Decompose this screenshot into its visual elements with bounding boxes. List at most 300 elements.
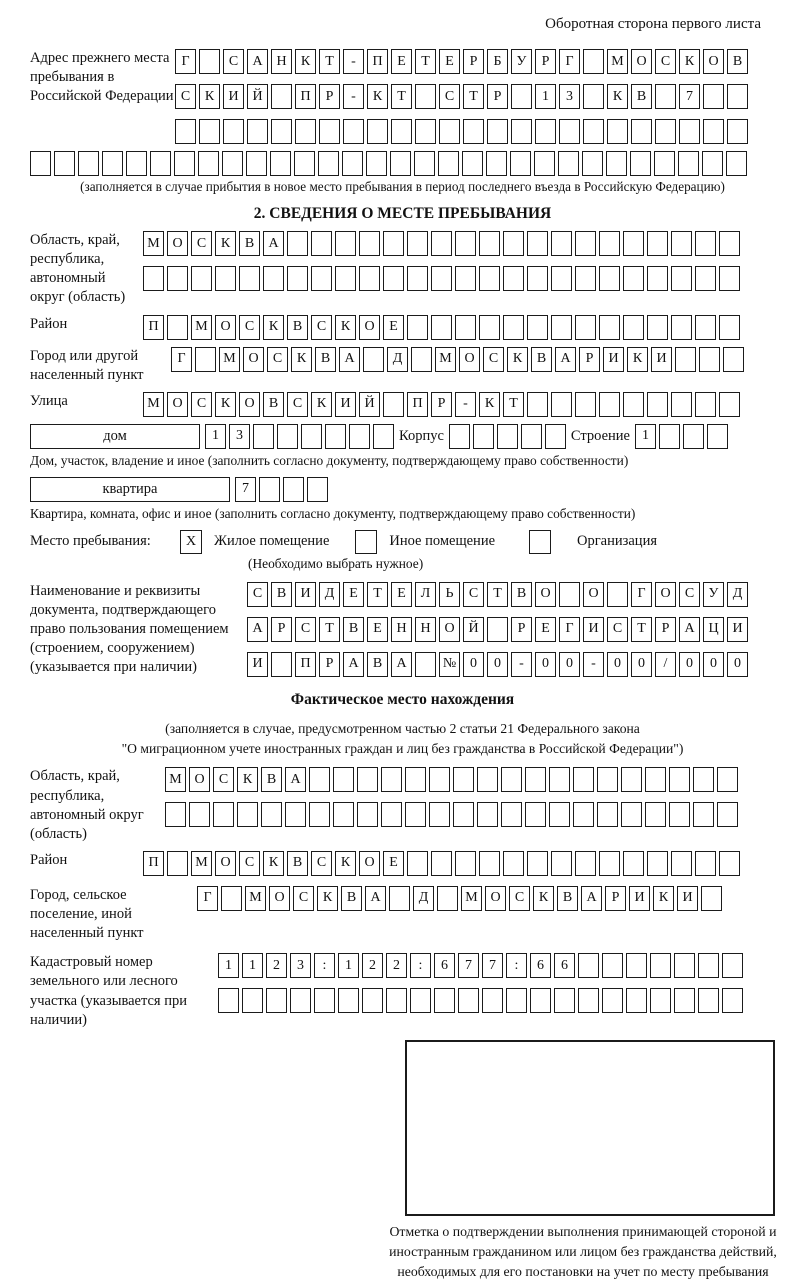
char-cell: В <box>271 582 292 607</box>
char-cell: В <box>315 347 336 372</box>
char-cell <box>575 315 596 340</box>
fact-region-row-2 <box>165 802 738 827</box>
char-cell <box>165 802 186 827</box>
char-cell <box>30 151 51 176</box>
char-cell <box>246 151 267 176</box>
char-cell: К <box>263 851 284 876</box>
char-cell: С <box>483 347 504 372</box>
char-cell <box>626 988 647 1013</box>
char-cell: А <box>343 652 364 677</box>
prev-address-block <box>30 49 775 144</box>
char-cell: С <box>175 84 196 109</box>
char-cell <box>703 84 724 109</box>
char-cell <box>479 266 500 291</box>
char-cell <box>198 151 219 176</box>
char-cell: А <box>391 652 412 677</box>
house-note: Дом, участок, владение и иное (заполнить согласно документу, подтверждающему право собственности) <box>30 452 629 468</box>
document-label: Наименование и реквизиты документа, подтверждающего право пользования помещением (строением, сооружением) (указывается при наличии) <box>30 582 229 676</box>
stay-type-organization-checkbox <box>529 530 551 554</box>
char-cell <box>583 84 604 109</box>
char-cell: М <box>461 886 482 911</box>
char-cell: - <box>343 49 364 74</box>
char-cell <box>578 988 599 1013</box>
char-cell: - <box>583 652 604 677</box>
char-cell: К <box>607 84 628 109</box>
char-cell <box>259 477 280 502</box>
prev-address-label: Адрес прежнего места пребывания в Российской Федерации <box>30 50 174 105</box>
char-cell <box>693 767 714 792</box>
char-cell: 0 <box>631 652 652 677</box>
char-cell <box>477 802 498 827</box>
char-cell: И <box>335 392 356 417</box>
char-cell <box>437 886 458 911</box>
char-cell: 6 <box>554 953 575 978</box>
char-cell <box>195 347 216 372</box>
char-cell <box>717 802 738 827</box>
char-cell: С <box>311 315 332 340</box>
char-cell <box>647 392 668 417</box>
char-cell <box>479 315 500 340</box>
char-cell <box>631 119 652 144</box>
char-cell <box>342 151 363 176</box>
apartment-box-label: квартира <box>30 477 230 502</box>
char-cell <box>383 266 404 291</box>
char-cell: К <box>215 231 236 256</box>
char-cell: К <box>311 392 332 417</box>
char-cell: К <box>479 392 500 417</box>
char-cell <box>602 953 623 978</box>
char-cell: Е <box>367 617 388 642</box>
city-cells <box>171 347 744 372</box>
char-cell <box>602 988 623 1013</box>
char-cell <box>434 988 455 1013</box>
char-cell <box>431 266 452 291</box>
char-cell <box>655 119 676 144</box>
street-row <box>30 392 775 417</box>
stay-type-label: Место пребывания: <box>30 533 151 550</box>
char-cell <box>167 851 188 876</box>
char-cell <box>722 988 743 1013</box>
region-row-1 <box>143 231 740 256</box>
char-cell <box>390 151 411 176</box>
char-cell: Т <box>319 617 340 642</box>
char-cell <box>647 315 668 340</box>
cadastral-row-2 <box>218 988 743 1013</box>
char-cell <box>671 851 692 876</box>
char-cell <box>693 802 714 827</box>
char-cell: У <box>703 582 724 607</box>
char-cell <box>126 151 147 176</box>
char-cell <box>479 851 500 876</box>
char-cell: Р <box>463 49 484 74</box>
char-cell <box>449 424 470 449</box>
char-cell <box>318 151 339 176</box>
char-cell: О <box>167 231 188 256</box>
char-cell <box>719 392 740 417</box>
char-cell: О <box>459 347 480 372</box>
char-cell: К <box>627 347 648 372</box>
char-cell: Е <box>391 582 412 607</box>
char-cell <box>319 119 340 144</box>
char-cell: В <box>287 851 308 876</box>
char-cell: 1 <box>242 953 263 978</box>
char-cell <box>309 802 330 827</box>
document-row-1 <box>247 582 748 607</box>
char-cell: 0 <box>559 652 580 677</box>
char-cell <box>578 953 599 978</box>
prev-address-grid <box>175 49 748 144</box>
char-cell <box>647 231 668 256</box>
char-cell: 3 <box>290 953 311 978</box>
char-cell <box>167 315 188 340</box>
char-cell: К <box>367 84 388 109</box>
district-label: Район <box>30 315 68 332</box>
char-cell <box>669 802 690 827</box>
stay-type-other-checkbox <box>355 530 377 554</box>
char-cell <box>309 767 330 792</box>
char-cell: А <box>339 347 360 372</box>
char-cell <box>191 266 212 291</box>
stroenie-cells <box>635 424 728 449</box>
char-cell: В <box>261 767 282 792</box>
char-cell: 6 <box>434 953 455 978</box>
char-cell <box>335 266 356 291</box>
char-cell <box>726 151 747 176</box>
char-cell <box>455 315 476 340</box>
char-cell: С <box>191 231 212 256</box>
stay-type-note: (Необходимо выбрать нужное) <box>248 555 424 571</box>
char-cell <box>407 851 428 876</box>
char-cell: К <box>653 886 674 911</box>
char-cell: А <box>679 617 700 642</box>
char-cell <box>338 988 359 1013</box>
char-cell <box>271 119 292 144</box>
char-cell: О <box>239 392 260 417</box>
char-cell: 1 <box>205 424 226 449</box>
actual-location-note-1: (заполняется в случае, предусмотренном частью 2 статьи 21 Федерального закона <box>165 721 640 737</box>
char-cell <box>431 315 452 340</box>
district-row <box>30 315 775 340</box>
char-cell <box>669 767 690 792</box>
stay-type-organization-label: Организация <box>577 533 657 550</box>
char-cell <box>621 802 642 827</box>
fact-city-label: Город, сельское поселение, иной населенный пункт <box>30 886 144 942</box>
char-cell: В <box>239 231 260 256</box>
char-cell <box>722 953 743 978</box>
char-cell: О <box>583 582 604 607</box>
fact-district-label: Район <box>30 851 68 868</box>
char-cell: Г <box>559 617 580 642</box>
char-cell <box>266 988 287 1013</box>
char-cell <box>311 266 332 291</box>
char-cell <box>695 231 716 256</box>
char-cell: 2 <box>362 953 383 978</box>
char-cell: М <box>143 231 164 256</box>
char-cell: О <box>703 49 724 74</box>
char-cell <box>410 988 431 1013</box>
char-cell <box>527 315 548 340</box>
char-cell <box>647 266 668 291</box>
char-cell: В <box>631 84 652 109</box>
char-cell: Г <box>197 886 218 911</box>
char-cell: 6 <box>530 953 551 978</box>
actual-location-title: Фактическое место нахождения <box>290 691 515 709</box>
char-cell: О <box>439 617 460 642</box>
char-cell: 1 <box>635 424 656 449</box>
char-cell <box>599 266 620 291</box>
char-cell: И <box>727 617 748 642</box>
char-cell: 0 <box>703 652 724 677</box>
char-cell <box>701 886 722 911</box>
char-cell: Е <box>383 851 404 876</box>
char-cell: 0 <box>679 652 700 677</box>
region-row <box>30 231 775 308</box>
char-cell: С <box>213 767 234 792</box>
stay-type-row <box>30 530 775 554</box>
fact-district-cells <box>143 851 740 876</box>
char-cell <box>679 119 700 144</box>
actual-location-note-2: "О миграционном учете иностранных граждан и лиц без гражданства в Российской Федерации") <box>121 741 684 757</box>
house-number-cells <box>205 424 394 449</box>
char-cell: Р <box>487 84 508 109</box>
char-cell: 0 <box>535 652 556 677</box>
page-side-note: Оборотная сторона первого листа <box>545 16 761 32</box>
char-cell: М <box>245 886 266 911</box>
char-cell: О <box>167 392 188 417</box>
char-cell <box>549 767 570 792</box>
char-cell <box>479 231 500 256</box>
confirmation-stamp-note: Отметка о подтверждении выполнения принимающей стороной и иностранным гражданином или лицом без гражданства действий, необходимых для его постановки на учет по месту пребывания <box>389 1223 777 1279</box>
char-cell <box>525 767 546 792</box>
char-cell <box>599 315 620 340</box>
char-cell <box>405 767 426 792</box>
char-cell: И <box>629 886 650 911</box>
char-cell: А <box>247 49 268 74</box>
document-grid <box>247 582 748 677</box>
char-cell <box>511 84 532 109</box>
char-cell: И <box>651 347 672 372</box>
prev-address-row-4 <box>30 151 775 176</box>
apartment-row <box>30 477 775 502</box>
char-cell <box>678 151 699 176</box>
char-cell <box>247 119 268 144</box>
stroenie-label: Строение <box>570 427 630 444</box>
char-cell <box>290 988 311 1013</box>
char-cell <box>583 119 604 144</box>
char-cell: Р <box>605 886 626 911</box>
confirmation-stamp-box <box>405 1040 775 1216</box>
char-cell <box>698 988 719 1013</box>
char-cell <box>307 477 328 502</box>
char-cell <box>674 988 695 1013</box>
fact-city-cells <box>197 886 722 911</box>
house-row <box>30 424 775 449</box>
char-cell <box>414 151 435 176</box>
char-cell <box>695 315 716 340</box>
char-cell: Т <box>463 84 484 109</box>
char-cell <box>143 266 164 291</box>
char-cell: Ь <box>439 582 460 607</box>
char-cell <box>477 767 498 792</box>
char-cell: П <box>367 49 388 74</box>
char-cell: П <box>143 315 164 340</box>
char-cell: Г <box>175 49 196 74</box>
char-cell <box>455 851 476 876</box>
char-cell <box>621 767 642 792</box>
fact-region-grid <box>165 767 738 827</box>
char-cell <box>215 266 236 291</box>
char-cell <box>645 802 666 827</box>
char-cell: 1 <box>535 84 556 109</box>
char-cell: А <box>581 886 602 911</box>
char-cell <box>189 802 210 827</box>
char-cell: Т <box>367 582 388 607</box>
char-cell: 2 <box>266 953 287 978</box>
char-cell <box>650 953 671 978</box>
char-cell: В <box>341 886 362 911</box>
char-cell <box>407 315 428 340</box>
char-cell: К <box>291 347 312 372</box>
char-cell: Е <box>439 49 460 74</box>
char-cell <box>366 151 387 176</box>
char-cell <box>429 802 450 827</box>
char-cell <box>383 392 404 417</box>
char-cell: В <box>287 315 308 340</box>
document-row <box>30 582 775 678</box>
char-cell: С <box>463 582 484 607</box>
char-cell <box>575 231 596 256</box>
char-cell: С <box>293 886 314 911</box>
char-cell <box>695 392 716 417</box>
char-cell <box>503 315 524 340</box>
char-cell <box>497 424 518 449</box>
city-row <box>30 347 775 385</box>
document-row-2 <box>247 617 748 642</box>
char-cell: К <box>317 886 338 911</box>
char-cell <box>549 802 570 827</box>
char-cell <box>575 392 596 417</box>
char-cell: № <box>439 652 460 677</box>
fact-region-row <box>30 767 775 844</box>
char-cell <box>102 151 123 176</box>
char-cell: 2 <box>386 953 407 978</box>
char-cell <box>381 802 402 827</box>
char-cell <box>623 315 644 340</box>
char-cell <box>277 424 298 449</box>
char-cell: Е <box>391 49 412 74</box>
char-cell: 7 <box>679 84 700 109</box>
char-cell <box>525 802 546 827</box>
char-cell: Д <box>387 347 408 372</box>
char-cell <box>415 652 436 677</box>
city-label: Город или другой населенный пункт <box>30 347 144 383</box>
char-cell <box>559 582 580 607</box>
char-cell <box>723 347 744 372</box>
char-cell <box>175 119 196 144</box>
char-cell <box>626 953 647 978</box>
char-cell <box>551 315 572 340</box>
char-cell <box>411 347 432 372</box>
char-cell <box>487 617 508 642</box>
char-cell <box>647 851 668 876</box>
char-cell: С <box>191 392 212 417</box>
char-cell: М <box>219 347 240 372</box>
char-cell <box>674 953 695 978</box>
char-cell: 3 <box>229 424 250 449</box>
char-cell: / <box>655 652 676 677</box>
char-cell <box>671 392 692 417</box>
char-cell: 7 <box>482 953 503 978</box>
char-cell <box>383 231 404 256</box>
char-cell <box>506 988 527 1013</box>
char-cell: 1 <box>218 953 239 978</box>
char-cell <box>551 231 572 256</box>
char-cell: К <box>215 392 236 417</box>
char-cell <box>285 802 306 827</box>
char-cell <box>150 151 171 176</box>
char-cell: А <box>263 231 284 256</box>
char-cell <box>333 802 354 827</box>
char-cell: С <box>239 315 260 340</box>
char-cell <box>335 231 356 256</box>
char-cell: Й <box>247 84 268 109</box>
char-cell: 7 <box>235 477 256 502</box>
char-cell: О <box>631 49 652 74</box>
char-cell <box>458 988 479 1013</box>
char-cell: С <box>287 392 308 417</box>
char-cell <box>439 119 460 144</box>
char-cell <box>630 151 651 176</box>
char-cell: - <box>343 84 364 109</box>
char-cell: О <box>215 315 236 340</box>
char-cell <box>357 767 378 792</box>
char-cell <box>333 767 354 792</box>
char-cell: И <box>247 652 268 677</box>
char-cell <box>606 151 627 176</box>
char-cell <box>654 151 675 176</box>
char-cell: Й <box>359 392 380 417</box>
char-cell <box>311 231 332 256</box>
char-cell <box>473 424 494 449</box>
char-cell: О <box>189 767 210 792</box>
char-cell <box>349 424 370 449</box>
char-cell: К <box>507 347 528 372</box>
char-cell <box>482 988 503 1013</box>
district-cells <box>143 315 740 340</box>
char-cell: - <box>455 392 476 417</box>
char-cell: Р <box>579 347 600 372</box>
char-cell <box>343 119 364 144</box>
char-cell: : <box>410 953 431 978</box>
char-cell: С <box>295 617 316 642</box>
char-cell <box>389 886 410 911</box>
char-cell: П <box>295 84 316 109</box>
char-cell: Р <box>511 617 532 642</box>
prev-address-row-1 <box>175 49 748 74</box>
char-cell: О <box>535 582 556 607</box>
char-cell <box>283 477 304 502</box>
char-cell <box>623 266 644 291</box>
char-cell <box>719 851 740 876</box>
char-cell: С <box>239 851 260 876</box>
char-cell <box>683 424 704 449</box>
char-cell <box>719 231 740 256</box>
char-cell: Т <box>503 392 524 417</box>
apartment-note: Квартира, комната, офис и иное (заполнить согласно документу, подтверждающему право собственности) <box>30 505 636 521</box>
char-cell: О <box>215 851 236 876</box>
char-cell <box>659 424 680 449</box>
char-cell <box>294 151 315 176</box>
